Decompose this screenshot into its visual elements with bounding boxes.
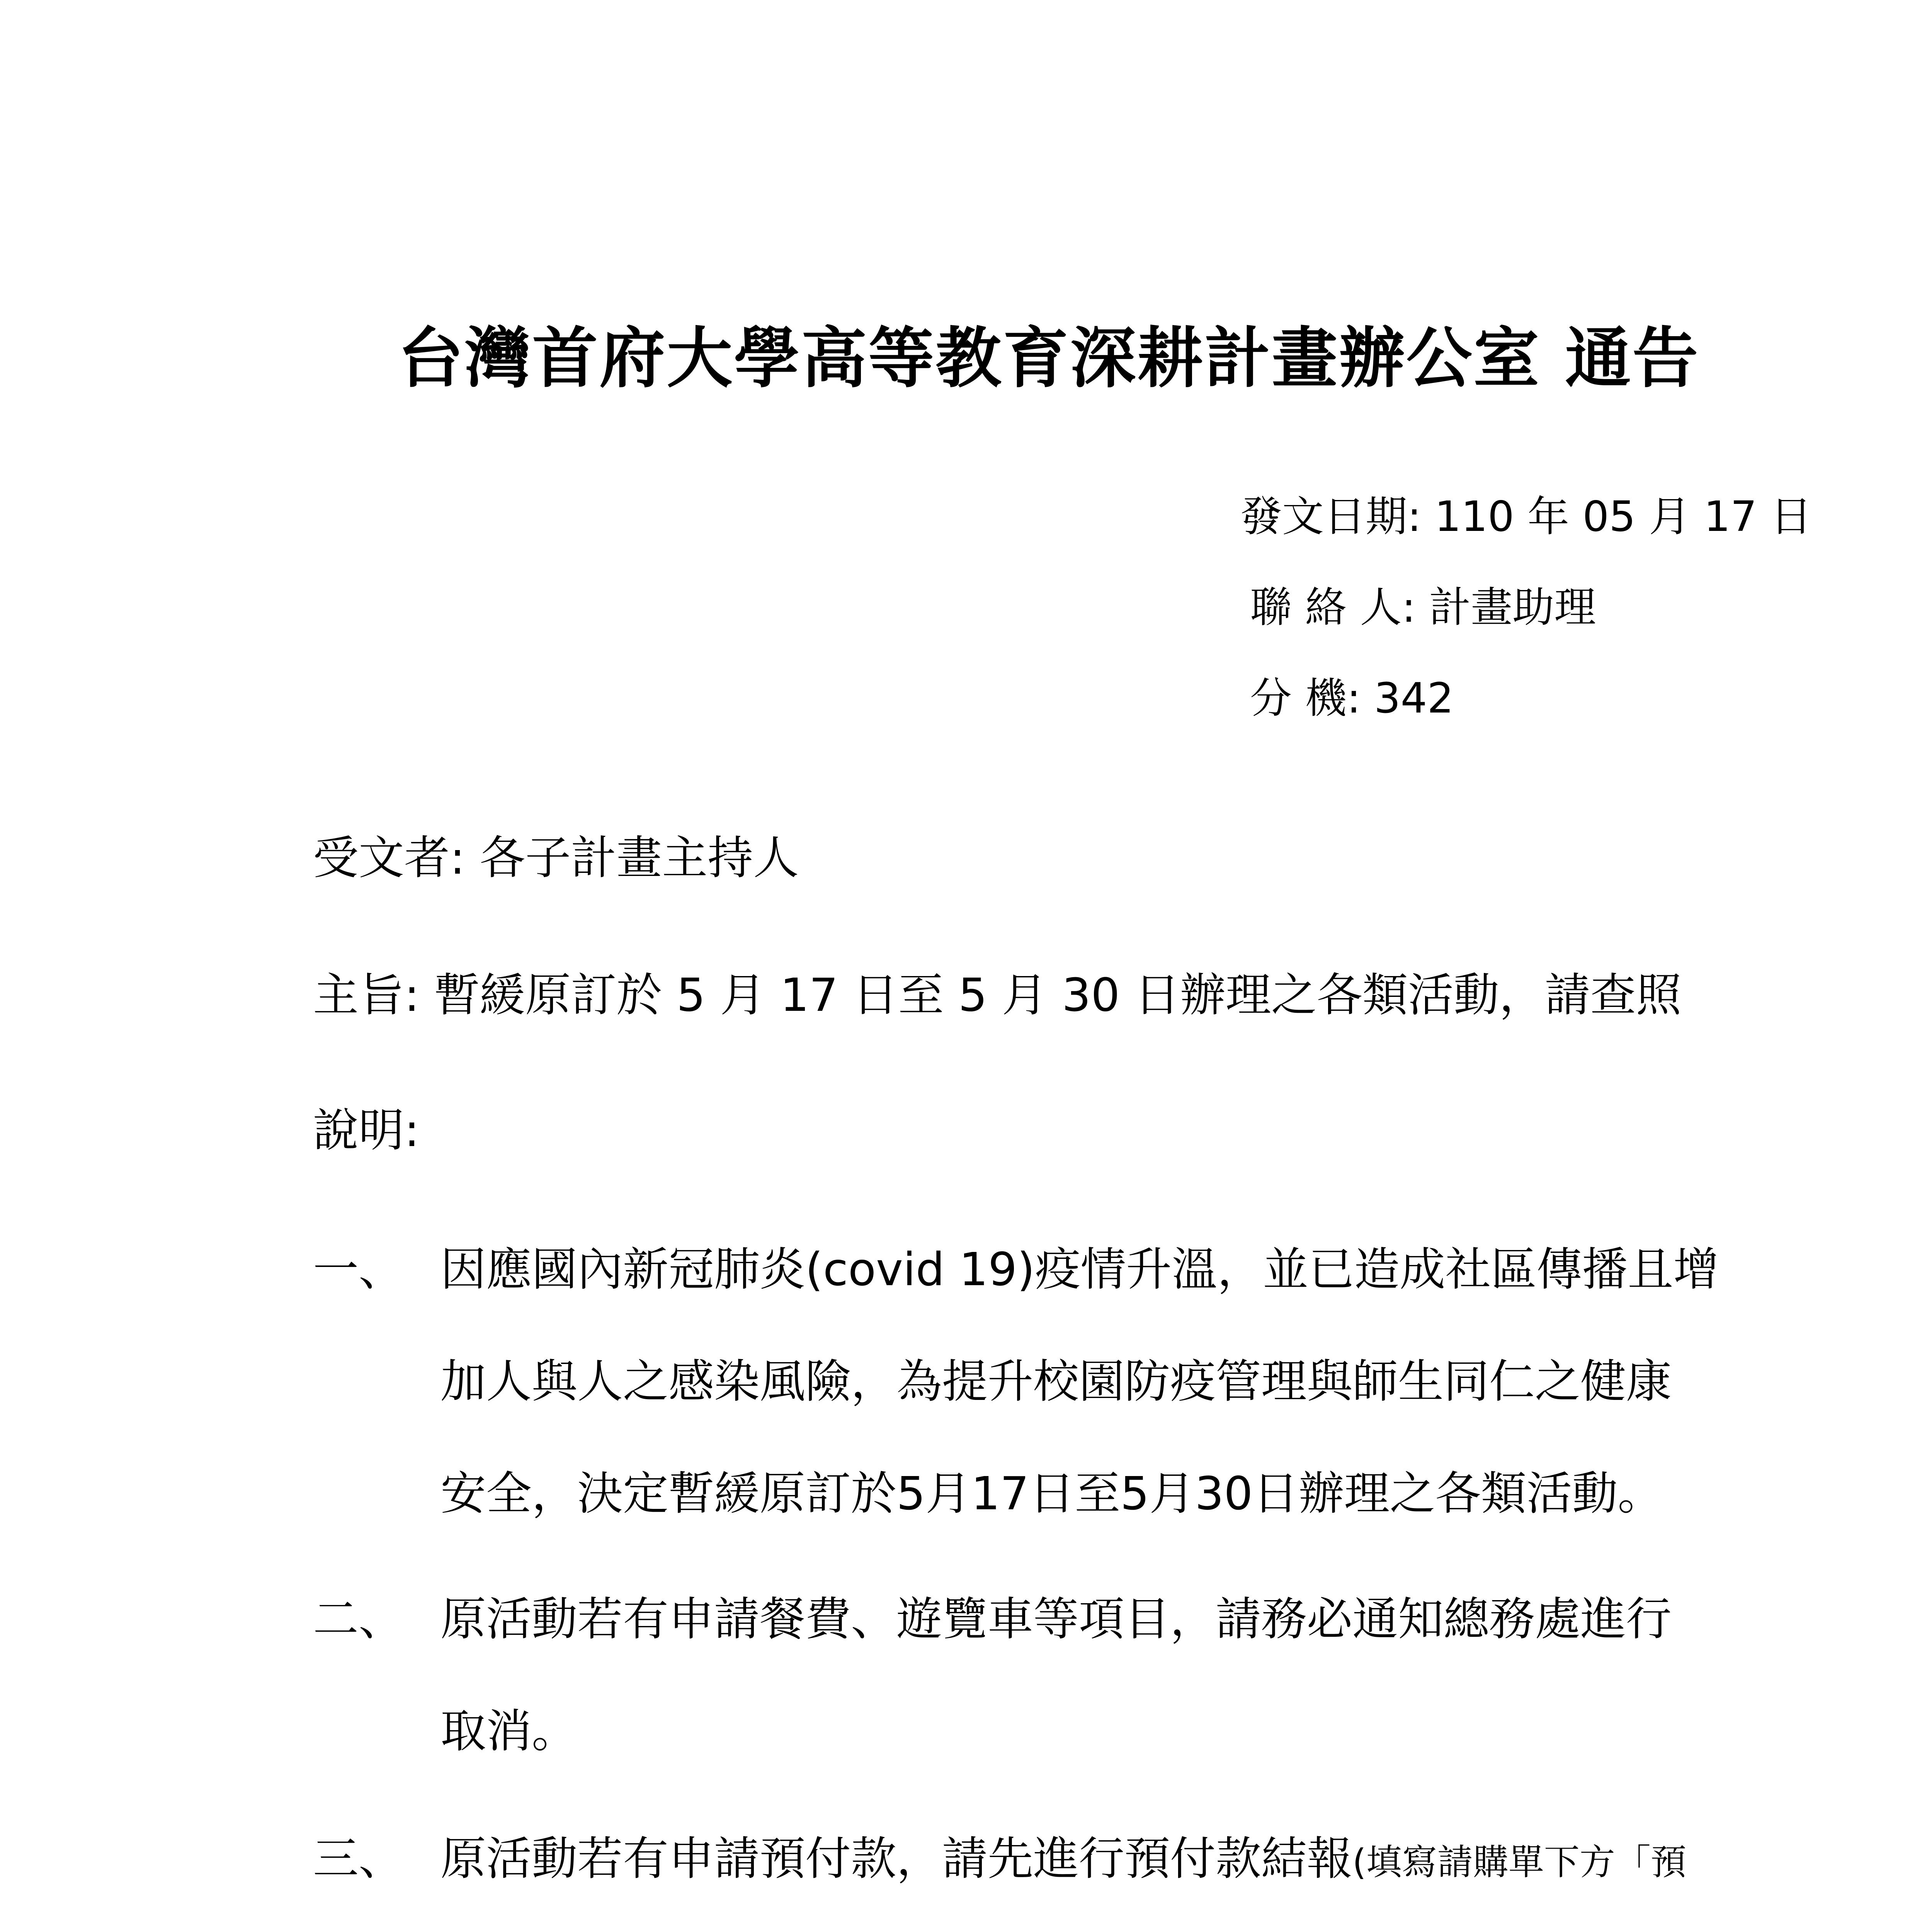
- item-line: [440, 1803, 1816, 1918]
- meta-date: 發文日期: 110 年 05 月 17 日: [1240, 493, 1812, 541]
- meta-extension: 分 機: 342: [1250, 674, 1454, 723]
- document-title: 台灣首府大學高等教育深耕計畫辦公室 通告: [398, 320, 1700, 397]
- item-note: (填寫請購單下方「預: [1352, 1842, 1686, 1883]
- item-line: [440, 1918, 1816, 1932]
- item-body: [440, 1803, 1816, 1932]
- item-line: 加人與人之感染風險，為提升校園防疫管理與師生同仁之健康: [440, 1355, 1672, 1408]
- item-line: 安全，決定暫緩原訂於5月17日至5月30日辦理之各類活動。: [440, 1467, 1663, 1520]
- item-number: 二、: [313, 1592, 405, 1646]
- item-body: [440, 1563, 1816, 1787]
- subject-line: 主旨: 暫緩原訂於 5 月 17 日至 5 月 30 日辦理之各類活動，請查照: [313, 968, 1682, 1022]
- recipient-line: 受文者: 各子計畫主持人: [313, 831, 799, 884]
- item-number: 一、: [313, 1243, 405, 1296]
- explain-label: 說明:: [313, 1104, 420, 1157]
- item-number: 三、: [313, 1832, 405, 1885]
- item-line: 取消。: [440, 1704, 578, 1758]
- item-line: 因應國內新冠肺炎(covid 19)疫情升溫，並已造成社區傳播且增: [440, 1243, 1719, 1296]
- meta-contact: 聯 絡 人: 計畫助理: [1250, 583, 1596, 632]
- item-body: [440, 1213, 1816, 1549]
- item-text: 原活動若有申請預付款，請先進行預付款結報: [440, 1832, 1353, 1885]
- item-line: 原活動若有申請餐費、遊覽車等項目，請務必通知總務處進行: [440, 1592, 1672, 1646]
- document-meta: [1240, 471, 1812, 744]
